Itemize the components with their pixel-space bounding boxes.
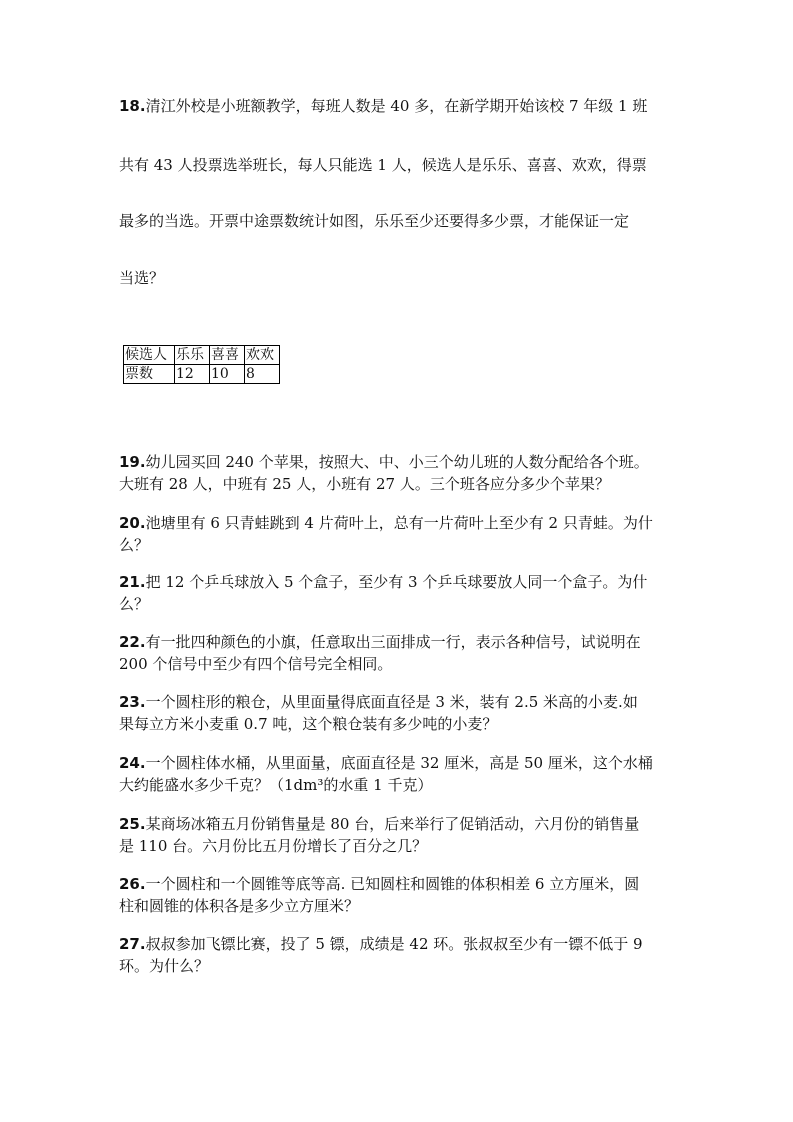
question-number: 25. (119, 815, 146, 833)
table-cell: 8 (245, 365, 280, 384)
q18-line-4 (119, 268, 164, 288)
question-number: 19. (119, 453, 146, 471)
question-text: 一个圆柱形的粮仓，从里面量得底面直径是 3 米，装有 2.5 米高的小麦.如 (145, 693, 638, 711)
question-number: 27. (119, 935, 146, 953)
q18-text-4: 当选？ (119, 269, 165, 287)
question-number: 24. (119, 754, 146, 772)
q18-line-1 (119, 96, 647, 116)
q18-number: 18. (119, 97, 146, 115)
question-21 (119, 571, 679, 615)
question-text: 是 110 台。六月份比五月份增长了百分之几？ (119, 837, 428, 855)
table-header-row (124, 346, 280, 365)
question-text: 果每立方米小麦重 0.7 吨，这个粮仓装有多少吨的小麦？ (119, 715, 498, 733)
question-26 (119, 873, 679, 917)
question-number: 22. (119, 633, 146, 651)
question-23 (119, 691, 679, 735)
question-text: 大班有 28 人，中班有 25 人，小班有 27 人。三个班各应分多少个苹果？ (119, 475, 610, 493)
table-cell: 12 (175, 365, 210, 384)
question-number: 20. (119, 514, 146, 532)
question-text: 柱和圆锥的体积各是多少立方厘米？ (119, 897, 360, 915)
question-text: 么？ (119, 536, 150, 554)
question-25 (119, 813, 679, 857)
q18-text-1: 清江外校是小班额教学，每班人数是 40 多，在新学期开始该校 7 年级 1 班 (145, 97, 648, 115)
question-24 (119, 752, 679, 796)
table-cell: 欢欢 (245, 346, 280, 365)
table-cell: 喜喜 (210, 346, 245, 365)
question-text: 200 个信号中至少有四个信号完全相同。 (119, 655, 393, 673)
q18-text-3: 最多的当选。开票中途票数统计如图，乐乐至少还要得多少票，才能保证一定 (119, 212, 630, 230)
question-20 (119, 512, 679, 556)
table-cell: 票数 (124, 365, 175, 384)
question-text: 一个圆柱体水桶，从里面量，底面直径是 32 厘米，高是 50 厘米，这个水桶 (145, 754, 653, 772)
vote-count-table (123, 345, 280, 384)
question-22 (119, 631, 679, 675)
question-text: 某商场冰箱五月份销售量是 80 台，后来举行了促销活动，六月份的销售量 (145, 815, 640, 833)
question-number: 23. (119, 693, 146, 711)
question-number: 26. (119, 875, 146, 893)
question-text: 一个圆柱和一个圆锥等底等高. 已知圆柱和圆锥的体积相差 6 立方厘米，圆 (145, 875, 640, 893)
question-text: 有一批四种颜色的小旗，任意取出三面排成一行，表示各种信号，试说明在 (145, 633, 641, 651)
question-text: 么？ (119, 595, 150, 613)
question-text: 大约能盛水多少千克？（1dm³的水重 1 千克） (119, 776, 433, 794)
question-text: 池塘里有 6 只青蛙跳到 4 片荷叶上，总有一片荷叶上至少有 2 只青蛙。为什 (145, 514, 653, 532)
table-row (124, 365, 280, 384)
question-19 (119, 451, 679, 495)
table-cell: 候选人 (124, 346, 175, 365)
q18-line-2 (119, 155, 647, 175)
question-text: 环。为什么？ (119, 957, 210, 975)
q18-text-2: 共有 43 人投票选举班长，每人只能选 1 人，候选人是乐乐、喜喜、欢欢，得票 (119, 156, 647, 174)
question-27 (119, 933, 679, 977)
q18-line-3 (119, 211, 629, 231)
table-cell: 乐乐 (175, 346, 210, 365)
table-cell: 10 (210, 365, 245, 384)
question-number: 21. (119, 573, 146, 591)
question-text: 叔叔参加飞镖比赛，投了 5 镖，成绩是 42 环。张叔叔至少有一镖不低于 9 (145, 935, 643, 953)
question-text: 把 12 个乒乓球放入 5 个盒子，至少有 3 个乒乓球要放人同一个盒子。为什 (145, 573, 648, 591)
question-text: 幼儿园买回 240 个苹果，按照大、中、小三个幼儿班的人数分配给各个班。 (145, 453, 649, 471)
